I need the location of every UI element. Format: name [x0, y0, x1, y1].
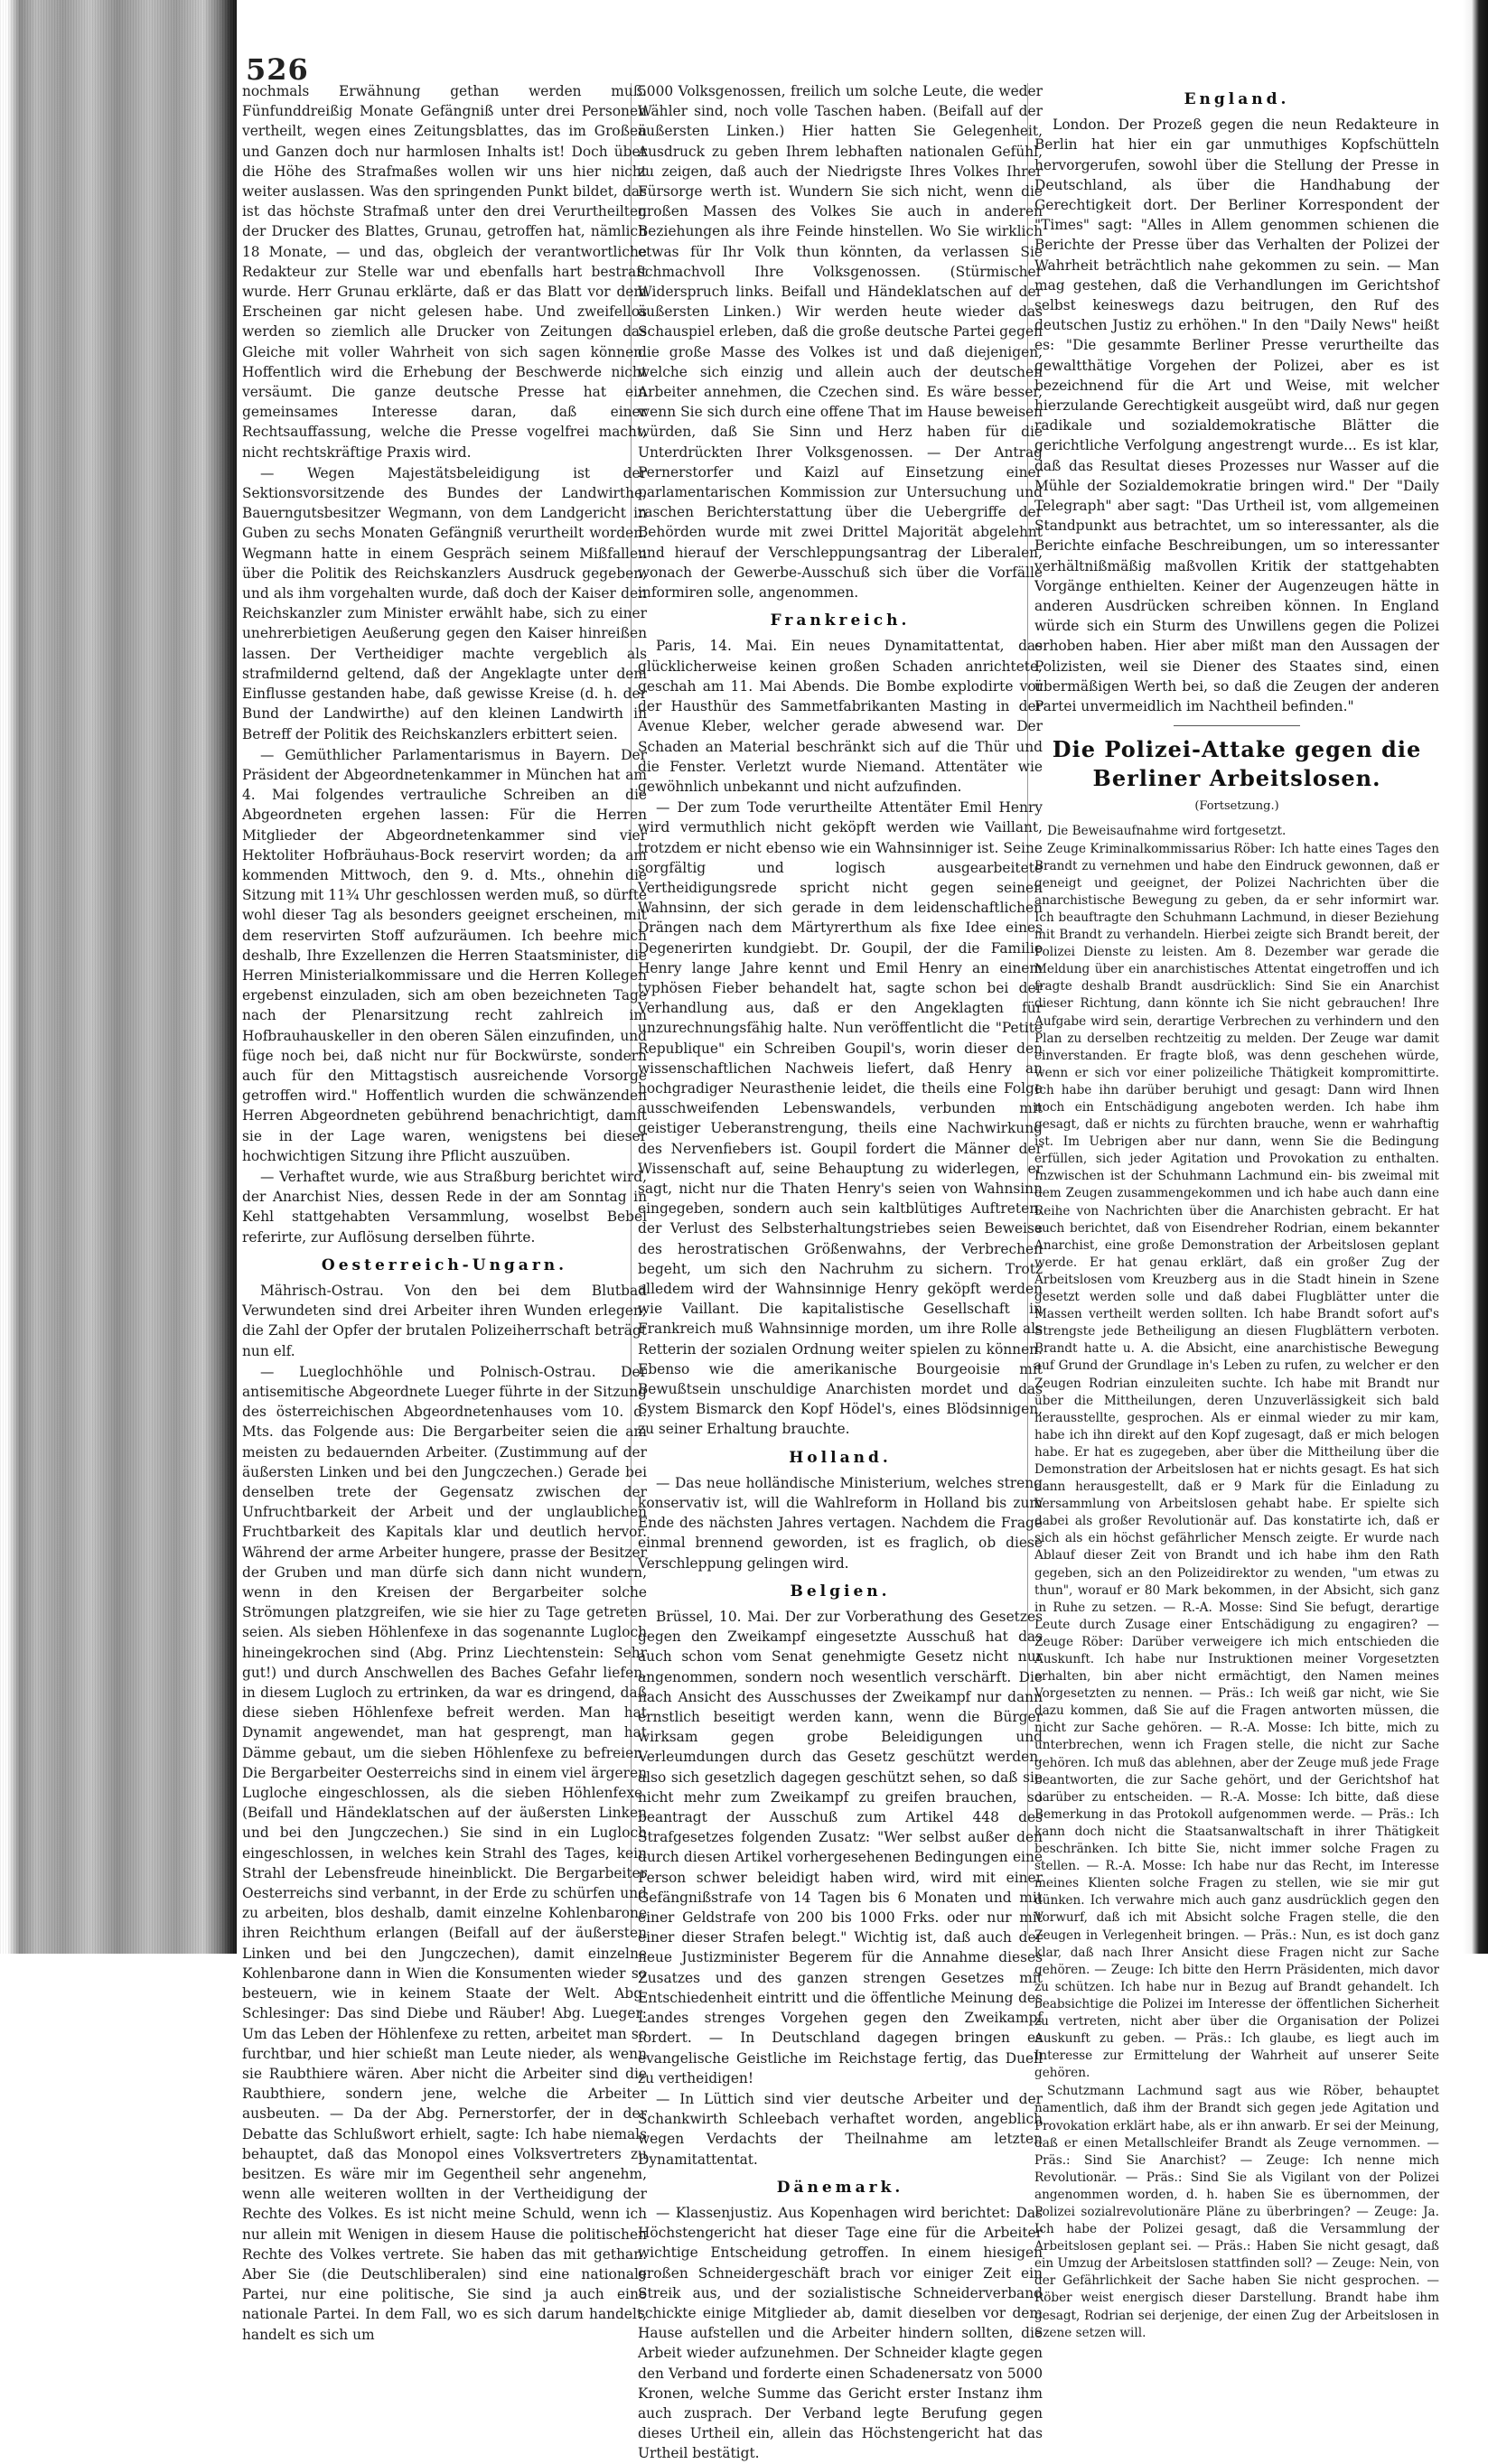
paragraph: — Gemüthlicher Parlamentarismus in Bayern. Der Präsident der Abgeordnetenkammer in München hat am 4. Mai folgendes vertrauliche Schreiben an die Abgeordneten ergehen lassen: Für die Herren Mitglieder der Abgeordnetenkammer sind vier Hektoliter Hofbräuhaus-Bock reservirt worden; da am kommenden Mittwoch, den 9. d. Mts., ohnehin die Sitzung mit 11¾ Uhr geschlossen werden muß, so dürfte wohl dieser Tag als besonders geeignet erscheinen, mit dem reservirten Stoff aufzuräumen. Ich beehre mich deshalb, Ihre Exzellenzen die Herren Staatsminister, die Herren Ministerialkommissare und die Herren Kollegen ergebenst einzuladen, sich am oben bezeichneten Tage nach der Plenarsitzung recht zahlreich im Hofbrauhauskeller in den oberen Sälen einzufinden, und füge noch bei, daß nicht nur für Bockwürste, sondern auch für den Mittagstisch ausreichende Vorsorge getroffen wird." Hoffentlich wurden die schwänzenden Herren Abgeordneten gebührend benachrichtigt, damit sie in der Lage waren, wenigstens bei dieser hochwichtigen Sitzung ihre Pflicht auszuüben.	[242, 746, 647, 1164]
paragraph: — Klassenjustiz. Aus Kopenhagen wird berichtet: Das Höchstengericht hat dieser Tage eine für die Arbeiter wichtige Entscheidung getroffen. In einem hiesigen großen Schneidergeschäft brach vor einiger Zeit ein Streik aus, und der sozialistische Schneiderverband schickte einige Mitglieder ab, damit dieselben vor dem Hause aufstellen und die Arbeiter hindern sollten, die Arbeit wieder aufzunehmen. Der Schneider klagte gegen den Verband und forderte einen Schadenersatz von 5000 Kronen, welche Summe das Gericht erster Instanz ihm auch zusprach. Der Verband legte Berufung gegen dieses Urtheil ein, allein das Höchstengericht hat das Urtheil bestätigt.	[638, 2204, 1043, 2462]
article-body	[1034, 823, 1439, 2342]
section-heading: Dänemark.	[776, 2178, 904, 2197]
section-heading: Frankreich.	[770, 611, 911, 630]
article-headline: Die Polizei-Attake gegen die Berliner Arbeitslosen.	[1052, 736, 1422, 792]
paragraph: Mährisch-Ostrau. Von den bei dem Blutbad Verwundeten sind drei Arbeiter ihren Wunden erlegen; die Zahl der Opfer der brutalen Polizeiherrschaft beträgt nun elf.	[242, 1282, 647, 1359]
article-subheading: (Fortsetzung.)	[1194, 799, 1279, 814]
paragraph: Schutzmann Lachmund sagt aus wie Röber, behauptet namentlich, daß ihm der Brandt sich gegen jede Agitation und Provokation erklärt habe, als er ihn anwarb. Er sei der Meinung, daß er einen Metallschleifer Brandt als Zeuge vernommen. — Präs.: Sind Sie Anarchist? — Zeuge: Ich nenne mich Revolutionär. — Präs.: Sind Sie als Vigilant von der Polizei angenommen worden, d. h. haben Sie es übernommen, der Polizei sozialrevolutionäre Pläne zu überbringen? — Zeuge: Ja. Ich habe der Polizei gesagt, daß die Versammlung der Arbeitslosen geplant sei. — Präs.: Haben Sie nicht gesagt, daß ein Umzug der Arbeitslosen stattfinden soll? — Zeuge: Nein, von der Gefährlichkeit der Sache haben Sie nicht gesprochen. — Röber weist energisch dieser Darstellung. Brandt habe ihm gesagt, Rodrian sei derjenige, der einen Zug der Arbeitslosen in Szene setzen will.	[1034, 2084, 1439, 2340]
paragraph: 5000 Volksgenossen, freilich um solche Leute, die weder Wähler sind, noch volle Taschen haben. (Beifall auf der äußersten Linken.) Hier hatten Sie Gelegenheit, Ausdruck zu geben Ihrem lebhaften nationalen Gefühl, zu zeigen, daß auch der Niedrigste Ihres Volkes Ihrer Fürsorge werth ist. Wundern Sie sich nicht, wenn die großen Massen des Volkes Sie auch in anderen Beziehungen als ihre Feinde hinstellen. Wo Sie wirklich etwas für Ihr Volk thun könnten, da verlassen Sie schmachvoll Ihre Volksgenossen. (Stürmischer Widerspruch links. Beifall und Händeklatschen auf der äußersten Linken.) Wir werden heute wieder das Schauspiel erleben, daß die große deutsche Partei gegen die große Masse des Volkes ist und daß diejenigen, welche sich einzig und allein auch der deutschen Arbeiter annehmen, die Czechen sind. Es wäre besser, wenn Sie sich durch eine offene That im Hause beweisen würden, daß Sie Sinn und Herz haben für die Unterdrückten Ihrer Volksgenossen. — Der Antrag Pernerstorfer und Kaizl auf Einsetzung einer parlamentarischen Kommission zur Untersuchung und raschen Berichterstattung über die Uebergriffe der Behörden wurde mit zwei Drittel Majorität abgelehnt und hierauf der Verschleppungsantrag der Liberalen, wonach der Gewerbe-Ausschuß sich über die Vorfälle informiren solle, angenommen.	[638, 83, 1043, 602]
paragraph: — Verhaftet wurde, wie aus Straßburg berichtet wird, der Anarchist Nies, dessen Rede in der am Sonntag in Kehl stattgehabten Versammlung, woselbst Bebel referirte, zur Auflösung derselben führte.	[242, 1168, 647, 1246]
divider	[1174, 725, 1300, 726]
paragraph: London. Der Prozeß gegen die neun Redakteure in Berlin hat hier ein gar unmuthiges Kopfschütteln hervorgerufen, sowohl über die Stellung der Presse in Deutschland, als über die Handhabung der Gerechtigkeit dort. Der Berliner Korrespondent der "Times" sagt: "Alles in Allem genommen schienen die Berichte der Presse über das Verhalten der Polizei der Wahrheit beträchtlich nahe gekommen zu sein. — Man mag gestehen, daß die Verhandlungen im Gerichtshof selbst keineswegs dazu beitrugen, den Ruf des deutschen Justiz zu erhöhen." In den "Daily News" heißt es: "Die gesammte Berliner Presse verurtheilte das gewaltthätige Vorgehen der Polizei, aber es ist bezeichnend für die Art und Weise, mit welcher hierzulande Gerechtigkeit ausgeübt wird, daß nur gegen radikale und sozialdemokratische Blätter die gerichtliche Verfolgung angestrengt wurde... Es ist klar, daß das Resultat dieses Prozesses nur Wasser auf die Mühle der Sozialdemokratie bringen wird." Der "Daily Telegraph" aber sagt: "Das Urtheil ist, vom allgemeinen Standpunkt aus betrachtet, um so interessanter, als die Berichte einfache Beschreibungen, um so interessanter verhältnißmäßig maßvollen Kritik der stattgehabten Vorgänge enthielten. Keiner der Augenzeugen hätte in anderen Ausdrücken schreiben können. In England würde sich ein Sturm des Unwillens gegen die Polizei erhoben haben. Hier aber mißt man den Aussagen der Polizisten, weil sie Diener des Staates sind, einen übermäßigen Werth bei, so daß die Zeugen der anderen Partei unvermeidlich im Nachtheil befinden."	[1034, 117, 1439, 715]
page-number: 526	[246, 52, 309, 87]
column-2	[638, 81, 1043, 2462]
section-heading: Holland.	[789, 1448, 892, 1467]
paragraph: Brüssel, 10. Mai. Der zur Vorberathung des Gesetzes gegen den Zweikampf eingesetzte Ausschuß hat das auch schon vom Senat genehmigte Gesetz nicht nur angenommen, sondern noch wesentlich verschärft. Die nach Ansicht des Ausschusses der Zweikampf nur dann ernstlich beseitigt werden kann, wenn die Bürger wirksam gegen grobe Beleidigungen und Verleumdungen durch das Gesetz geschützt werden, also sich gesetzlich dagegen geschützt sehen, so daß sie nicht mehr zum Zweikampf zu greifen brauchen, so beantragt der Ausschuß zum Artikel 448 des Strafgesetzes folgenden Zusatz: "Wer selbst außer den durch diesen Artikel vorhergesehenen Bedingungen eine Person schwer beleidigt haben wird, wird mit einer Gefängnißstrafe von 14 Tagen bis 6 Monaten und mit einer Geldstrafe von 200 bis 1000 Frks. oder nur mit einer dieser Strafen belegt." Wichtig ist, daß auch der neue Justizminister Begerem für die Annahme dieses Zusatzes und des ganzen strengen Gesetzes mit Entschiedenheit eintritt und die öffentliche Meinung des Landes strenges Vorgehen gegen den Zweikampf fordert. — In Deutschland dagegen bringen es evangelische Geistliche im Reichstage fertig, das Duell zu vertheidigen!	[638, 1609, 1043, 2086]
paragraph: Die Beweisaufnahme wird fortgesetzt.	[1047, 823, 1287, 838]
paragraph: — Wegen Majestätsbeleidigung ist der Sektionsvorsitzende des Bundes der Landwirthe, Bauerngutsbesitzer Wegmann, von dem Landgericht in Guben zu sechs Monaten Gefängniß verurtheilt worden. Wegmann hatte in einem Gespräch seinem Mißfallen über die Politik des Reichskanzlers Ausdruck gegeben, und als ihm vorgehalten wurde, daß doch der Kaiser den Reichskanzler zum Minister erwählt habe, sich zu einer unehrerbietigen Aeußerung gegen den Kaiser hinreißen lassen. Der Vertheidiger machte vergeblich als strafmildernd geltend, daß der Angeklagte unter dem Einflusse gestanden habe, daß gewisse Kreise (d. h. der Bund der Landwirthe) auf den kleinen Landwirth in Betreff der Politik des Reichskanzlers erbittert seien.	[242, 464, 647, 742]
paragraph: Zeuge Kriminalkommissarius Röber: Ich hatte eines Tages den Brandt zu vernehmen und habe den Eindruck gewonnen, daß er geneigt und geeignet, der Polizei Nachrichten über die anarchistische Bewegung zu geben, da er sehr informirt war. Ich beauftragte den Schuhmann Lachmund, in dieser Beziehung mit Brandt zu verhandeln. Hierbei zeigte sich Brandt bereit, der Polizei Dienste zu leisten. Am 8. Dezember war gerade die Meldung über ein anarchistisches Attentat eingetroffen und ich fragte deshalb Brandt ausdrücklich: Sind Sie ein Anarchist dieser Richtung, dann könnte ich Sie nicht gebrauchen! Ihre Aufgabe wird sein, derartige Verbrechen zu verhindern und den Plan zu derselben rechtzeitig zu melden. Der Zeuge war damit einverstanden. Er fragte bloß, was denn geschehen würde, wenn er sich vor einer polizeiliche Thätigkeit kompromittirte. Ich habe ihn darüber beruhigt und gesagt: Dann wird Ihnen noch ein Entschädigung angeboten werden. Ich habe ihm gesagt, daß er nichts zu fürchten brauche, wenn er wahrhaftig ist. Im Uebrigen aber nur dann, wenn Sie die Bedingung erfüllen, sich jeder Agitation und Provokation zu enthalten. Inzwischen ist der Schuhmann Lachmund ein- bis zweimal mit dem Zeugen zusammengekommen und ich habe auch dann eine Reihe von Nachrichten über die Anarchisten gebracht. Er hat auch berichtet, daß von Eisendreher Rodrian, einem bekannter Anarchist, eine große Demonstration der Arbeitslosen geplant werde. Er hat genau erklärt, daß ein großer Zug der Arbeitslosen vom Kreuzberg aus in die Stadt hinein in Szene gesetzt werden solle und daß dabei Flugblätter unter die Massen vertheilt werden sollten. Ich habe Brandt sofort auf's Strengste jede Betheiligung an diesen Flugblättern verboten. Brandt hatte u. A. die Absicht, eine anarchistische Bewegung auf Grund der Grundlage in's Leben zu rufen, zu welcher er den Zeugen Rodrian einzuleiten suchte. Ich habe mit Brandt nur über die Mittheilungen, deren Unzuverlässigkeit sich bald herausstellte, gesprochen. Als er einmal wieder zu mir kam, habe ich ihn direkt auf den Kopf zugesagt, daß er mich belogen habe. Er hat es zugegeben, aber über die Mittheilung über die Demonstration der Arbeitslosen hat er nichts gesagt. Es hat sich dann herausgestellt, daß er 9 Mark für die Einladung zu Versammlung von Arbeitslosen gehabt habe. Er spielte sich dabei als großer Revolutionär auf. Das konstatirte ich, daß er sich als ein höchst gefährlicher Mensch zeigte. Er wurde nach Ablauf dieser Zeit von Brandt und ich habe ihm den Rath gegeben, sich an den Polizeidirektor zu wenden, "um etwas zu thun", worauf er 80 Mark bekommen, in der Absicht, sich ganz in Ruhe zu setzen. — R.-A. Mosse: Sind Sie befugt, derartige Leute durch Zusage einer Entschädigung zu engagiren? — Zeuge Röber: Darüber verweigere ich mich entschieden die Auskunft. Ich habe nur Instruktionen meiner Vorgesetzten erhalten, bin aber nicht ermächtigt, den Namen meines Vorgesetzten zu nennen. — Präs.: Ich weiß gar nicht, wie Sie dazu kommen, daß Sie auf die Fragen antworten müssen, die nicht zur Sache gehören. — R.-A. Mosse: Ich bitte, mich zu unterbrechen, wenn ich Fragen stelle, die nicht zur Sache gehören. Ich muß das ablehnen, aber der Zeuge muß jede Frage beantworten, die zur Sache gehört, und der Gerichtshof hat darüber zu entscheiden. — R.-A. Mosse: Ich bitte, daß diese Bemerkung in das Protokoll aufgenommen werde. — Präs.: Ich kann doch nicht die Staatsanwaltschaft in ihrer Thätigkeit beschränken. Ich bitte Sie, nicht immer solche Fragen zu stellen. — R.-A. Mosse: Ich habe nur das Recht, im Interesse meines Klienten solche Fragen zu stellen, wie sie mir gut dünken. Ich verwahre mich auch ganz ausdrücklich gegen den Vorwurf, daß ich mit Absicht solche Fragen stelle, die den Zeugen in Verlegenheit bringen. — Präs.: Nun, es ist doch ganz klar, daß nach Ihrer Ansicht diese Fragen nicht zur Sache gehören. — Zeuge: Ich bitte den Herrn Präsidenten, mich davor zu schützen. Ich habe nur in Bezug auf Brandt gehandelt. Ich beabsichtige die Polizei im Interesse der öffentlichen Sicherheit zu vertreten, nicht aber über die Organisation der Polizei Auskunft zu geben. — Präs.: Ich glaube, es liegt auch im Interesse zur Ermittelung der Wahrheit auf unserer Seite gehören.	[1034, 841, 1439, 2081]
paragraph: — Der zum Tode verurtheilte Attentäter Emil Henry wird vermuthlich nicht geköpft werden wie Vaillant, trotzdem er nicht ebenso wie ein Wahnsinniger ist. Seine sorgfältig und logisch ausgearbeitete Vertheidigungsrede spricht nicht gegen seinen Wahnsinn, der sich gerade in dem leidenschaftlichen Drängen nach dem Märtyrerthum als fixe Idee eines Degenerirten kundgiebt. Dr. Goupil, der die Familie Henry lange Jahre kennt und Emil Henry an einem typhösen Fieber behandelt hat, sagte schon bei der Verhandlung aus, daß er den Angeklagten für unzurechnungsfähig halte. Nun veröffentlicht die "Petite Republique" ein Schreiben Goupil's, worin dieser den wissenschaftlichen Nachweis liefert, daß Henry an hochgradiger Neurasthenie leidet, die theils eine Folge ausschweifenden Lebenswandels, verbunden mit geistiger Ueberanstrengung, theils eine Nachwirkung des Nervenfiebers ist. Goupil fordert die Männer der Wissenschaft auf, seine Behauptung zu widerlegen, er sagt, nicht nur die Thaten Henry's seien von Wahnsinn eingegeben, sondern auch sein kaltblütiges Auftreten, der Verlust des Selbsterhaltungstriebes seien Beweise des herostratischen Größenwahns, der Verbrechen begeht, um sich den Nachruhm zu sichern. Trotz alledem wird der Wahnsinnige Henry geköpft werden wie Vaillant. Die kapitalistische Gesellschaft in Frankreich muß Wahnsinnige morden, um ihre Rolle als Retterin der sozialen Ordnung weiter spielen zu können. Ebenso wie die amerikanische Bourgeoisie mit Bewußtsein unschuldige Anarchisten mordet und das System Bismarck den Kopf Hödel's, eines Blödsinnigen, zu seiner Erhaltung brauchte.	[638, 799, 1043, 1438]
section-heading: Oesterreich-Ungarn.	[321, 1255, 568, 1274]
section-heading: Belgien.	[790, 1582, 891, 1601]
paragraph: Paris, 14. Mai. Ein neues Dynamitattentat, das glücklicherweise keinen großen Schaden anrichtete, geschah am 11. Mai Abends. Die Bombe explodirte vor der Hausthür des Sammetfabrikanten Masting in der Avenue Kleber, welcher gerade abwesend war. Der Schaden an Material beschränkt sich auf die Thür und die Fenster. Verletzt wurde Niemand. Attentäter wie gewöhnlich unbekannt und nicht aufzufinden.	[638, 638, 1043, 795]
book-binding	[0, 0, 237, 1954]
page-edge-shadow	[1463, 0, 1488, 1954]
paragraph: nochmals Erwähnung gethan werden muß. Fünfunddreißig Monate Gefängniß unter drei Personen vertheilt, wegen eines Zeitungsblattes, das im Großen und Ganzen doch nur harmlosen Inhalts ist! Doch über die Höhe des Strafmaßes wollen wir uns hier nicht weiter auslassen. Was den springenden Punkt bildet, das ist das höchste Strafmaß unter den drei Verurtheilten der Drucker des Blattes, Grunau, getroffen hat, nämlich 18 Monate, — und das, obgleich der verantwortliche Redakteur zur Stelle war und ebenfalls hart bestraft wurde. Herr Grunau erklärte, daß er das Blatt vor dem Erscheinen gar nicht gelesen habe. Und zweifellos werden so ziemlich alle Drucker von Zeitungen das Gleiche mit voller Wahrheit von sich sagen können. Hoffentlich wird die Erhebung der Beschwerde nicht versäumt. Die ganze deutsche Presse hat ein gemeinsames Interesse daran, daß einer Rechtsauffassung, welche die Presse vogelfrei macht, nicht rechtskräftige Praxis wird.	[242, 83, 647, 461]
column-3	[1034, 81, 1439, 2340]
paragraph: — Das neue holländische Ministerium, welches streng konservativ ist, will die Wahlreform in Holland bis zum Ende des nächsten Jahres vertagen. Nachdem die Frage einmal brennend geworden, ist es fraglich, ob diese Verschleppung gelingen wird.	[638, 1474, 1043, 1572]
paragraph: — Lueglochhöhle und Polnisch-Ostrau. Der antisemitische Abgeordnete Lueger führte in der Sitzung des österreichischen Abgeordnetenhauses vom 10. d. Mts. das Folgende aus: Die Bergarbeiter seien die am meisten zu bedauernden Arbeiter. (Zustimmung auf der äußersten Linken und bei den Jungczechen.) Gerade bei denselben trete der Gegensatz zwischen der Unfruchtbarkeit der Arbeit und der unglaublichen Fruchtbarkeit des Kapitals klar und deutlich hervor. Während der arme Arbeiter hungere, prasse der Besitzer der Gruben und man dürfe sich dann nicht wundern, wenn in den Kreisen der Bergarbeiter solche Strömungen platzgreifen, wie sie hier zu Tage getreten seien. Als sieben Höhlenfexe in das sogenannte Lugloch hineingekrochen sind (Abg. Prinz Liechtenstein: Sehr gut!) und durch Anschwellen des Baches Gefahr liefen, in diesem Lugloch zu ertrinken, da war es dringend, daß diese sieben Höhlenfexe befreit werden. Man hat Dynamit angewendet, man hat gesprengt, man hat Dämme gebaut, um die sieben Höhlenfexe zu befreien. Die Bergarbeiter Oesterreichs sind in einem viel ärgeren Lugloche eingeschlossen, als die sieben Höhlenfexe. (Beifall und Händeklatschen auf der äußersten Linken und bei den Jungczechen.) Sie sind in ein Lugloch eingeschlossen, in welches kein Strahl des Tages, kein Strahl der Lebensfreude hineinblickt. Die Bergarbeiter Oesterreichs sind verbannt, in der Erde zu schürfen und zu arbeiten, blos deshalb, damit einzelne Kohlenbarone ihren Reichthum erlangen (Beifall auf der äußersten Linken und bei den Jungczechen), damit einzelne Kohlenbarone dann in Wien die Konsumenten wieder so besteuern, wie in keinem Staate der Welt. Abg. Schlesinger: Das sind Diebe und Räuber! Abg. Lueger: Um das Leben der Höhlenfexe zu retten, arbeitet man so furchtbar, und hier schießt man Leute nieder, als wenn sie Raubthiere wären. Aber nicht die Arbeiter sind die Raubthiere, sondern jene, welche die Arbeiter ausbeuten. — Da der Abg. Pernerstorfer, der in der Debatte das Schlußwort erhielt, sagte: Ich habe niemals behauptet, daß das Monopol eines Volksvertreters zu besitzen. Es wäre mir im Gegentheil sehr angenehm, wenn alle weiteren wollten in der Vertheidigung der Rechte des Volkes. Es ist nicht meine Schuld, wenn ich nur allein mit Wenigen in diesem Hause die politischen Rechte des Volkes vertrete. Sie haben das mit gethan. Aber Sie (die Deutschliberalen) sind eine nationale Partei, nur eine politische, Sie sind ja auch eine nationale Partei. In dem Fall, wo es sich darum handelt, handelt es sich um	[242, 1363, 647, 2343]
paragraph: — In Lüttich sind vier deutsche Arbeiter und der Schankwirth Schleebach verhaftet worden, angeblich wegen Verdachts der Theilnahme am letzten Dynamitattentat.	[638, 2090, 1043, 2168]
column-1	[242, 81, 647, 2343]
section-heading: England.	[1184, 90, 1290, 108]
